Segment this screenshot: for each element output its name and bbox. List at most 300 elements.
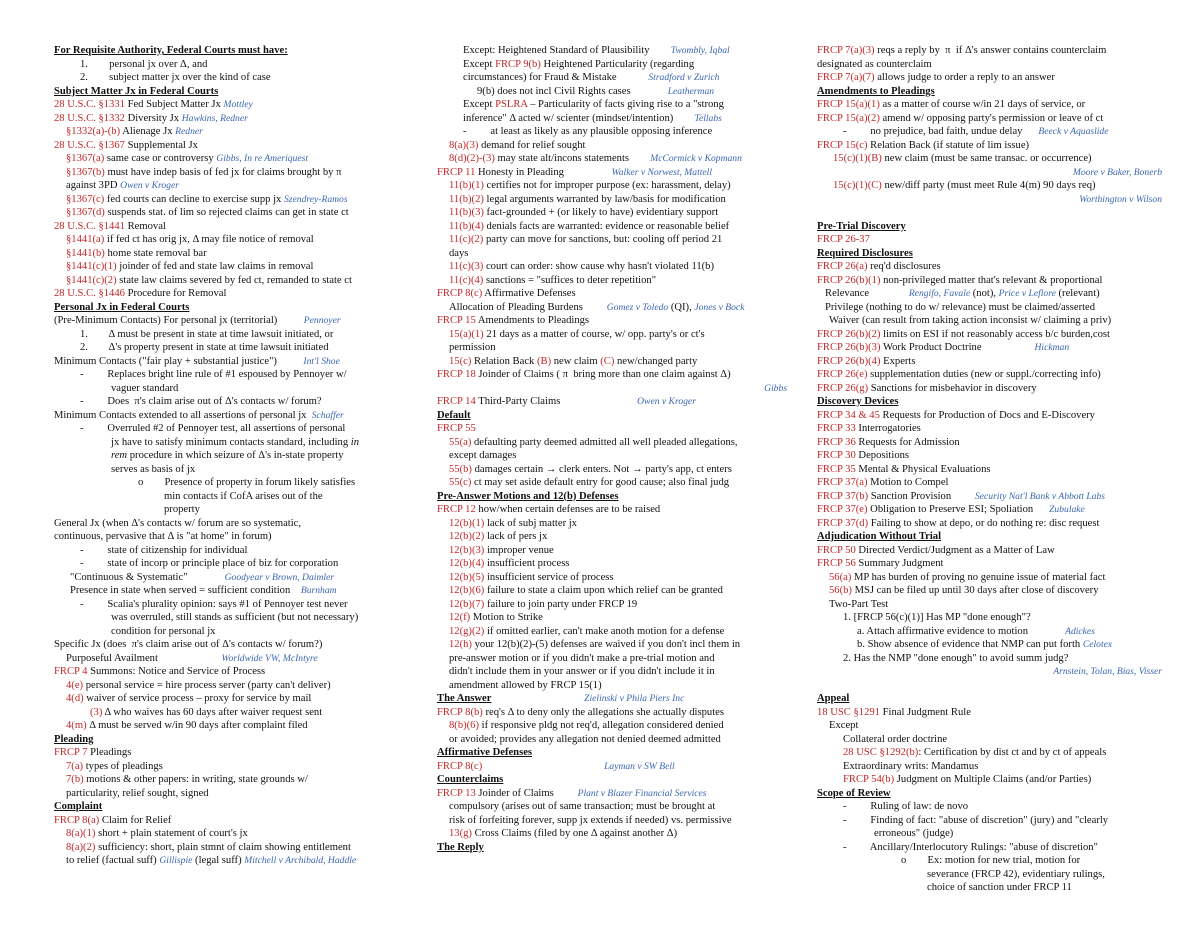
section-heading (437, 409, 787, 423)
text-segment: lack of subj matter jx (484, 517, 577, 529)
case-citation: Worldwide VW, McIntyre (221, 652, 318, 664)
text-segment: ct may set aside default entry for good cause; also final judg (471, 477, 730, 488)
outline-line (437, 652, 787, 666)
text-segment: denials facts are warranted: evidence or reasonable belief (483, 220, 730, 232)
outline-line (817, 881, 1162, 895)
text-segment: Supplemental Jx (124, 139, 198, 151)
heading-text: For Requisite Authority, Federal Courts must have: (54, 45, 288, 56)
rule-citation: 7(b) (66, 774, 84, 785)
outline-line (817, 233, 1162, 247)
rule-citation: FRCP 50 (817, 544, 856, 556)
rule-citation: FRCP 55 (437, 423, 476, 434)
outline-line (437, 85, 787, 99)
outline-line (437, 476, 787, 490)
text-segment: if responsive pldg not req'd, allegation considered denied (479, 720, 724, 731)
text-segment: Pleadings (87, 747, 132, 758)
text-segment (817, 680, 820, 691)
italic-term: rem (111, 450, 128, 461)
text-segment: Joinder of Claims (475, 787, 578, 799)
outline-line (54, 193, 404, 207)
outline-line (437, 112, 787, 126)
rule-citation: FRCP 14 (437, 396, 476, 407)
text-segment: motions & other papers: in writing, state grounds w/ (83, 774, 308, 785)
text-segment: fact-grounded + (or likely to have) evidentiary support (483, 207, 719, 218)
rule-citation: §1441(c)(2) (66, 274, 117, 286)
outline-line (54, 706, 404, 720)
case-citation: Zielinski v Phila Piers Inc (584, 693, 685, 704)
outline-line (54, 98, 404, 112)
rule-citation: §1367(a) (66, 153, 105, 164)
rule-citation: FRCP 26(g) (817, 382, 869, 394)
text-segment: how/when certain defenses are to be raised (475, 504, 661, 515)
outline-line (437, 395, 787, 409)
outline-line (437, 503, 787, 517)
case-citation: Tellabs (694, 112, 722, 124)
outline-line (437, 260, 787, 274)
rule-citation: FRCP 37(b) (817, 490, 869, 502)
outline-line (54, 166, 404, 180)
outline-line (54, 719, 404, 733)
rule-citation: 8(a)(1) (66, 828, 96, 839)
rule-citation: FRCP 26-37 (817, 234, 870, 245)
outline-line (817, 476, 1162, 490)
outline-line (437, 98, 787, 112)
rule-citation: FRCP 18 (437, 369, 476, 380)
text-segment: Motion to Strike (470, 612, 543, 623)
text-segment: or avoided; provides any allegation not denied deemed admitted (449, 733, 721, 745)
text-segment: new/diff party (must meet Rule 4(m) 90 days req) (881, 180, 1096, 191)
text-segment: fed courts can decline to exercise supp jx (104, 193, 284, 205)
text-segment: Relation Back (if statute of lim issue) (867, 139, 1030, 151)
rule-citation: §1441(a) (66, 234, 105, 245)
rule-citation: FRCP 7(a)(7) (817, 72, 875, 83)
text-segment: a. Attach affirmative evidence to motion (857, 625, 1066, 637)
heading-text: Scope of Review (817, 787, 891, 799)
outline-line (437, 368, 787, 382)
section-heading (54, 733, 404, 747)
rule-citation: 55(a) (449, 436, 472, 448)
rule-citation: 4(d) (66, 693, 84, 704)
outline-line (54, 112, 404, 126)
outline-line (817, 517, 1162, 531)
rule-citation: 55(c) (449, 477, 472, 488)
rule-citation: 15(c)(1)(C) (833, 180, 882, 191)
text-segment: Procedure for Removal (124, 288, 227, 299)
text-segment: Presence in state when served = sufficient condition (70, 585, 301, 596)
text-segment: short + plain statement of court's jx (95, 828, 248, 839)
heading-text: The Reply (437, 841, 484, 853)
heading-text: Subject Matter Jx in Federal Courts (54, 85, 219, 97)
text-segment: against 3PD (66, 180, 121, 191)
outline-line (817, 112, 1162, 126)
text-segment: severance (FRCP 42), evidentiary rulings, (927, 868, 1105, 880)
rule-citation: 28 U.S.C. §1367 (54, 139, 125, 151)
rule-citation: 12(h) (449, 639, 472, 650)
rule-citation: FRCP 15(c) (817, 139, 868, 151)
section-heading (817, 247, 1162, 261)
outline-line (437, 665, 787, 679)
outline-line (54, 598, 404, 612)
text-segment: may state alt/incons statements (494, 153, 651, 164)
outline-line (817, 193, 1162, 207)
outline-line (54, 314, 404, 328)
text-segment: Third-Party Claims (475, 396, 638, 407)
text-segment: Privilege (nothing to do w/ relevance) must be claimed/asserted (825, 301, 1096, 313)
rule-citation: FRCP 35 (817, 463, 856, 475)
text-segment: limits on ESI if not reasonably access b/c burden,cost (880, 328, 1110, 340)
outline-line (54, 692, 404, 706)
outline-line (54, 679, 404, 693)
rule-citation: (3) (90, 706, 103, 718)
text-segment: erroneous" (judge) (874, 828, 954, 839)
outline-line (437, 125, 787, 139)
outline-line (817, 854, 1162, 868)
outline-line (437, 220, 787, 234)
column-3 (817, 44, 1162, 895)
rule-citation: FRCP 36 (817, 436, 856, 448)
outline-line (817, 355, 1162, 369)
outline-line (437, 328, 787, 342)
section-heading (817, 787, 1162, 801)
outline-line (54, 368, 404, 382)
text-segment: Diversity Jx (124, 112, 182, 124)
text-segment: Claim for Relief (99, 814, 172, 826)
text-segment: Requests for Production of Docs and E-Discovery (879, 409, 1095, 421)
text-segment: (Pre-Minimum Contacts) For personal jx (territorial) (54, 315, 304, 326)
rule-citation: 12(b)(3) (449, 544, 485, 556)
outline-line (437, 422, 787, 436)
text-segment: 2. Has the NMP "done enough" to avoid summ judg? (843, 652, 1069, 664)
text-segment: Honesty in Pleading (475, 166, 612, 178)
text-segment: Final Judgment Rule (879, 706, 971, 718)
text-segment: new claim (must be same transac. or occurrence) (881, 153, 1092, 164)
outline-line (817, 706, 1162, 720)
heading-text: Amendments to Pleadings (817, 85, 935, 97)
outline-line (437, 449, 787, 463)
text-segment: (not), (970, 288, 999, 299)
case-citation: Walker v Norwest, Mattell (611, 166, 712, 178)
text-segment: didn't include them in your answer or if you didn't include it in (449, 666, 715, 677)
outline-line (817, 368, 1162, 382)
text-segment: pre-answer motion or if you didn't make a pre-trial motion and (449, 652, 715, 664)
text-segment: same case or controversy (104, 153, 217, 164)
text-segment: Allocation of Pleading Burdens (449, 301, 607, 313)
rule-citation: FRCP 11 (437, 166, 476, 178)
outline-line (54, 395, 404, 409)
case-citation: Leatherman (667, 85, 715, 97)
rule-citation: 15(a)(1) (449, 328, 484, 340)
text-segment: Removal (124, 220, 166, 232)
text-segment: damages certain → clerk enters. Not → party's app, ct enters (471, 463, 732, 475)
rule-citation: 12(b)(6) (449, 585, 485, 596)
outline-line (817, 598, 1162, 612)
text-segment: party can move for sanctions, but: cooling off period 21 (483, 234, 723, 245)
rule-citation: FRCP 54(b) (843, 774, 895, 785)
text-segment: Except (829, 720, 859, 731)
text-segment: lack of pers jx (484, 531, 548, 542)
rule-citation: FRCP 7 (54, 747, 88, 758)
text-segment: Collateral order doctrine (843, 733, 948, 745)
text-segment: as a matter of course w/in 21 days of service, or (879, 99, 1086, 110)
outline-line (54, 530, 404, 544)
rule-citation: FRCP 37(e) (817, 504, 868, 515)
outline-line (817, 44, 1162, 58)
outline-line (817, 301, 1162, 315)
outline-line (817, 314, 1162, 328)
text-segment: your 12(b)(2)-(5) defenses are waived if you don't incl them in (471, 639, 741, 650)
case-citation: Owen v Kroger (120, 180, 179, 191)
text-segment: b. Show absence of evidence that NMP can put forth (857, 639, 1083, 650)
text-segment: must have indep basis of fed jx for claims brought by π (104, 166, 342, 178)
outline-line (54, 382, 404, 396)
outline-line (817, 746, 1162, 760)
outline-line (437, 733, 787, 747)
rule-citation: FRCP 26(b)(3) (817, 342, 881, 353)
rule-citation: FRCP 8(a) (54, 814, 100, 826)
heading-text: Discovery Devices (817, 396, 899, 407)
text-segment: - Ancillary/Interlocutory Rulings: "abuse of discretion" (843, 841, 1098, 853)
outline-line (817, 557, 1162, 571)
text-segment: procedure in which seizure of Δ's in-state property (127, 450, 344, 461)
text-segment: inference" Δ acted w/ scienter (mindset/intention) (463, 112, 695, 124)
case-citation: Pennoyer (303, 315, 341, 326)
text-segment: new claim (551, 355, 601, 367)
text-segment: permission (449, 342, 496, 353)
text-segment: Sanctions for misbehavior in discovery (868, 382, 1037, 394)
text-segment: legal arguments warranted by law/basis for modification (483, 193, 726, 205)
outline-line (437, 382, 787, 396)
rule-citation: §1367(c) (66, 193, 105, 205)
outline-line (817, 544, 1162, 558)
case-citation: Goodyear v Brown, Daimler (224, 571, 335, 583)
text-segment: suspends stat. of lim so rejected claims can get in state ct (104, 207, 349, 218)
case-citation: Layman v SW Bell (604, 760, 675, 772)
outline-line (817, 449, 1162, 463)
outline-line (437, 611, 787, 625)
rule-citation: 13(g) (449, 828, 472, 839)
outline-line (437, 355, 787, 369)
outline-line (54, 854, 404, 868)
outline-line (437, 760, 787, 774)
rule-citation: FRCP 4 (54, 666, 88, 677)
section-heading (817, 85, 1162, 99)
outline-line (437, 247, 787, 261)
outline-line (817, 274, 1162, 288)
text-segment: Δ who waives has 60 days after waiver request sent (102, 706, 323, 718)
text-segment: req's Δ to deny only the allegations she actually disputes (482, 706, 724, 718)
heading-text: Adjudication Without Trial (817, 531, 942, 542)
text-segment: Purposeful Availment (66, 652, 222, 664)
outline-line (817, 139, 1162, 153)
text-segment: min contacts if CofA arises out of the (164, 490, 323, 502)
rule-citation: FRCP 56 (817, 558, 856, 569)
rule-citation: 11(b)(4) (449, 220, 484, 232)
text-segment: (QI), (668, 301, 695, 313)
text-segment: Summary Judgment (855, 558, 944, 569)
outline-line (437, 800, 787, 814)
outline-line (817, 625, 1162, 639)
outline-line (817, 841, 1162, 855)
text-segment: Sanction Provision (868, 490, 975, 502)
rule-citation: 15(c) (449, 355, 472, 367)
text-segment: - Overruled #2 of Pennoyer test, all assertions of personal (80, 423, 346, 434)
outline-line (817, 328, 1162, 342)
outline-line (437, 584, 787, 598)
text-segment: Extraordinary writs: Mandamus (843, 760, 979, 772)
outline-line (817, 206, 1162, 220)
case-citation: Hickman (1034, 342, 1070, 353)
rule-citation: 12(b)(4) (449, 558, 485, 569)
outline-line (437, 274, 787, 288)
case-citation: Beeck v Aquaslide (1038, 126, 1109, 137)
text-segment: amendment allowed by FRCP 15(1) (449, 679, 602, 691)
outline-line (817, 341, 1162, 355)
outline-line (54, 422, 404, 436)
text-segment (482, 761, 604, 772)
outline-line (54, 287, 404, 301)
case-citation: Szendrey-Ramos (283, 193, 348, 205)
rule-citation: 12(b)(2) (449, 531, 485, 542)
text-segment: new/changed party (614, 355, 698, 367)
outline-line (817, 571, 1162, 585)
outline-line (817, 760, 1162, 774)
outline-line (437, 544, 787, 558)
text-segment: state law claims severed by fed ct, remanded to state ct (116, 274, 352, 286)
text-segment: sufficiency: short, plain stmnt of claim showing entitlement (95, 841, 351, 853)
text-segment: Relation Back (471, 355, 537, 367)
italic-term: in (350, 436, 360, 448)
rule-citation: FRCP 26(a) (817, 261, 868, 272)
text-segment: Obligation to Preserve ESI; Spoliation (867, 504, 1050, 515)
text-segment: jx have to satisfy minimum contacts standard, including (111, 436, 351, 448)
outline-line (54, 409, 404, 423)
text-segment: Heightened Particularity (regarding (540, 58, 695, 70)
case-citation: Gillispie (159, 855, 193, 866)
rule-citation: FRCP 15(a)(1) (817, 99, 880, 110)
text-segment: Minimum Contacts ("fair play + substantial justice") (54, 355, 304, 367)
outline-line (54, 638, 404, 652)
outline-line (817, 719, 1162, 733)
text-segment: allows judge to order a reply to an answer (874, 72, 1055, 83)
text-segment: 21 days as a matter of course, w/ opp. party's or ct's (483, 328, 705, 340)
section-heading (437, 490, 787, 504)
text-segment: Mental & Physical Evaluations (855, 463, 991, 475)
heading-text: Personal Jx in Federal Courts (54, 301, 190, 313)
text-segment (491, 693, 584, 704)
case-citation: Int'l Shoe (303, 355, 340, 367)
text-segment: Experts (880, 355, 916, 367)
section-heading (817, 692, 1162, 706)
outline-line (54, 503, 404, 517)
outline-line (437, 598, 787, 612)
text-segment: Δ must be served w/in 90 days after complaint filed (86, 720, 308, 731)
outline-line (54, 571, 404, 585)
outline-line (54, 328, 404, 342)
outline-line (817, 733, 1162, 747)
rule-citation: 56(a) (829, 571, 852, 583)
outline-line (817, 287, 1162, 301)
text-segment (817, 207, 820, 218)
outline-line (817, 503, 1162, 517)
rule-citation: 18 USC §1291 (817, 706, 880, 718)
case-citation: Moore v Baker, Bonerb (1072, 166, 1162, 178)
rule-citation: FRCP 8(c) (437, 288, 483, 299)
heading-text: Pre-Answer Motions and 12(b) Defenses (437, 490, 619, 502)
rule-citation: 11(c)(3) (449, 261, 484, 272)
outline-line (437, 71, 787, 85)
section-heading (54, 800, 404, 814)
case-citation: Redner (175, 126, 203, 137)
text-segment: joinder of fed and state law claims in removal (116, 261, 314, 272)
section-heading (54, 301, 404, 315)
outline-line (54, 517, 404, 531)
rule-citation: 11(c)(4) (449, 274, 484, 286)
outline-line (54, 233, 404, 247)
rule-citation: 28 U.S.C. §1441 (54, 220, 125, 232)
rule-citation: FRCP 12 (437, 504, 476, 515)
outline-line (54, 814, 404, 828)
outline-line (817, 409, 1162, 423)
case-citation: Price v Leflore (998, 288, 1056, 299)
rule-citation: 12(g)(2) (449, 625, 485, 637)
outline-line (437, 233, 787, 247)
outline-line (54, 71, 404, 85)
rule-citation: PSLRA (495, 99, 528, 110)
text-segment: – Particularity of facts giving rise to a "strong (527, 99, 724, 110)
text-segment: - Ruling of law: de novo (843, 801, 969, 812)
outline-line (54, 584, 404, 598)
outline-line (54, 787, 404, 801)
column-1 (54, 44, 404, 868)
text-segment: - Does π's claim arise out of Δ's contacts w/ forum? (80, 396, 322, 407)
text-segment: Alienage Jx (120, 126, 176, 137)
outline-line (54, 544, 404, 558)
case-citation: Owen v Kroger (637, 396, 696, 407)
text-segment: vaguer standard (111, 382, 179, 394)
heading-text: Affirmative Defenses (437, 747, 533, 758)
text-segment: Interrogatories (855, 423, 921, 434)
heading-text: Pre-Trial Discovery (817, 220, 906, 232)
rule-citation: 4(m) (66, 720, 87, 731)
text-segment: - Finding of fact: "abuse of discretion" (jury) and "clearly (843, 814, 1109, 826)
text-segment: circumstances) for Fraud & Mistake (463, 72, 649, 83)
case-citation: Gibbs (764, 382, 787, 394)
text-segment: 1. Δ must be present in state at time lawsuit initiated, or (80, 328, 334, 340)
outline-line (817, 436, 1162, 450)
outline-line (54, 449, 404, 463)
rule-citation: §1367(b) (66, 166, 105, 178)
outline-line (54, 665, 404, 679)
rule-citation: §1441(b) (66, 247, 105, 259)
outline-line (437, 679, 787, 693)
outline-line (437, 638, 787, 652)
text-segment: Requests for Admission (855, 436, 960, 448)
case-citation: Security Nat'l Bank v Abbott Labs (974, 490, 1105, 502)
outline-line (54, 476, 404, 490)
case-citation: Plant v Blazer Financial Services (577, 787, 707, 799)
outline-line (437, 436, 787, 450)
outline-line (54, 355, 404, 369)
case-citation: Mottley (223, 99, 253, 110)
heading-text: Pleading (54, 733, 94, 745)
rule-citation: FRCP 9(b) (495, 58, 541, 70)
text-segment: Fed Subject Matter Jx (124, 99, 224, 110)
outline-line (437, 301, 787, 315)
rule-citation: 12(b)(7) (449, 598, 485, 610)
heading-text: Appeal (817, 693, 850, 704)
rule-citation: FRCP 37(a) (817, 477, 868, 488)
section-heading (54, 85, 404, 99)
